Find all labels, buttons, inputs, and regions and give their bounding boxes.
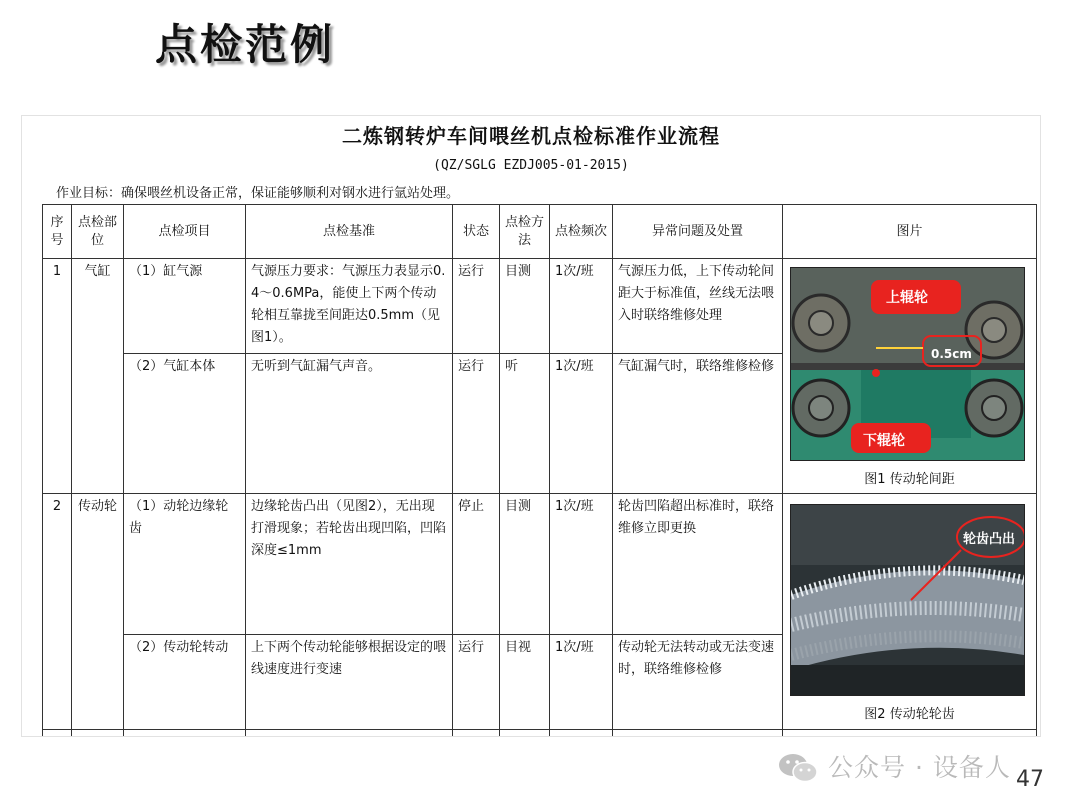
row-action: 气缸漏气时，联络维修检修	[613, 354, 783, 494]
row-item: （2）传动轮转动	[124, 635, 246, 730]
figure-cell	[783, 494, 1037, 730]
row-standard: 气源压力要求：气源压力表显示0.4～0.6MPa，能使上下两个传动轮相互靠拢至间距达0.5mm（见图1）。	[246, 259, 453, 354]
document-title: 二炼钢转炉车间喂丝机点检标准作业流程	[342, 124, 720, 148]
wechat-icon	[778, 751, 820, 785]
row-part: 传动轮	[72, 494, 124, 730]
row-item: （1）动轮边缘轮齿	[124, 494, 246, 635]
row-frequency: 1次/班	[550, 494, 613, 635]
roller-gap-photo	[790, 267, 1025, 461]
row-method: 目测	[500, 259, 550, 354]
row-action: 传动轮无法转动或无法变速时，联络维修检修	[613, 635, 783, 730]
row-part: 气缸	[72, 259, 124, 494]
page-number: 47	[1016, 767, 1044, 792]
row-frequency: 1次/班	[550, 354, 613, 494]
row-action: 轮齿凹陷超出标准时，联络维修立即更换	[613, 494, 783, 635]
table-row-cut-off	[43, 730, 1037, 737]
header-action: 异常问题及处置	[613, 205, 783, 259]
document-scan	[22, 116, 1040, 736]
row-method: 听	[500, 354, 550, 494]
header-method: 点检方法	[500, 205, 550, 259]
header-item: 点检项目	[124, 205, 246, 259]
header-standard: 点检基准	[246, 205, 453, 259]
row-state: 运行	[453, 354, 500, 494]
table-row	[43, 494, 1037, 635]
row-item: （1）缸气源	[124, 259, 246, 354]
inspection-table	[42, 204, 1037, 736]
table-row	[43, 259, 1037, 354]
row-state: 停止	[453, 494, 500, 635]
table-header-row	[43, 205, 1037, 259]
label-gear-teeth: 轮齿凸出	[963, 532, 1016, 547]
row-number: 2	[43, 494, 72, 730]
header-no: 序号	[43, 205, 72, 259]
slide-title: 点检范例	[155, 20, 336, 69]
row-frequency: 1次/班	[550, 259, 613, 354]
row-state: 运行	[453, 259, 500, 354]
figure-cell	[783, 259, 1037, 494]
document-goal: 作业目标：确保喂丝机设备正常，保证能够顺利对钢水进行氩站处理。	[56, 186, 460, 201]
header-frequency: 点检频次	[550, 205, 613, 259]
row-frequency: 1次/班	[550, 635, 613, 730]
row-standard: 上下两个传动轮能够根据设定的喂线速度进行变速	[246, 635, 453, 730]
figure-caption: 图2 传动轮轮齿	[864, 707, 955, 722]
header-picture: 图片	[783, 205, 1037, 259]
header-state: 状态	[453, 205, 500, 259]
header-part: 点检部位	[72, 205, 124, 259]
row-number: 1	[43, 259, 72, 494]
row-method: 目视	[500, 635, 550, 730]
document-code: (QZ/SGLG EZDJ005-01-2015)	[433, 158, 629, 173]
label-upper-roller: 上辊轮	[886, 290, 928, 306]
label-lower-roller: 下辊轮	[863, 433, 905, 449]
row-standard: 无听到气缸漏气声音。	[246, 354, 453, 494]
label-roller-gap: 0.5cm	[931, 347, 972, 361]
gear-teeth-photo	[790, 504, 1025, 696]
row-standard: 边缘轮齿凸出（见图2），无出现打滑现象；若轮齿出现凹陷，凹陷深度≤1mm	[246, 494, 453, 635]
row-action: 气源压力低，上下传动轮间距大于标准值，丝线无法喂入时联络维修处理	[613, 259, 783, 354]
watermark-text: 公众号 · 设备人	[828, 753, 1011, 782]
row-state: 运行	[453, 635, 500, 730]
row-item: （2）气缸本体	[124, 354, 246, 494]
figure-caption: 图1 传动轮间距	[864, 472, 955, 487]
row-method: 目测	[500, 494, 550, 635]
